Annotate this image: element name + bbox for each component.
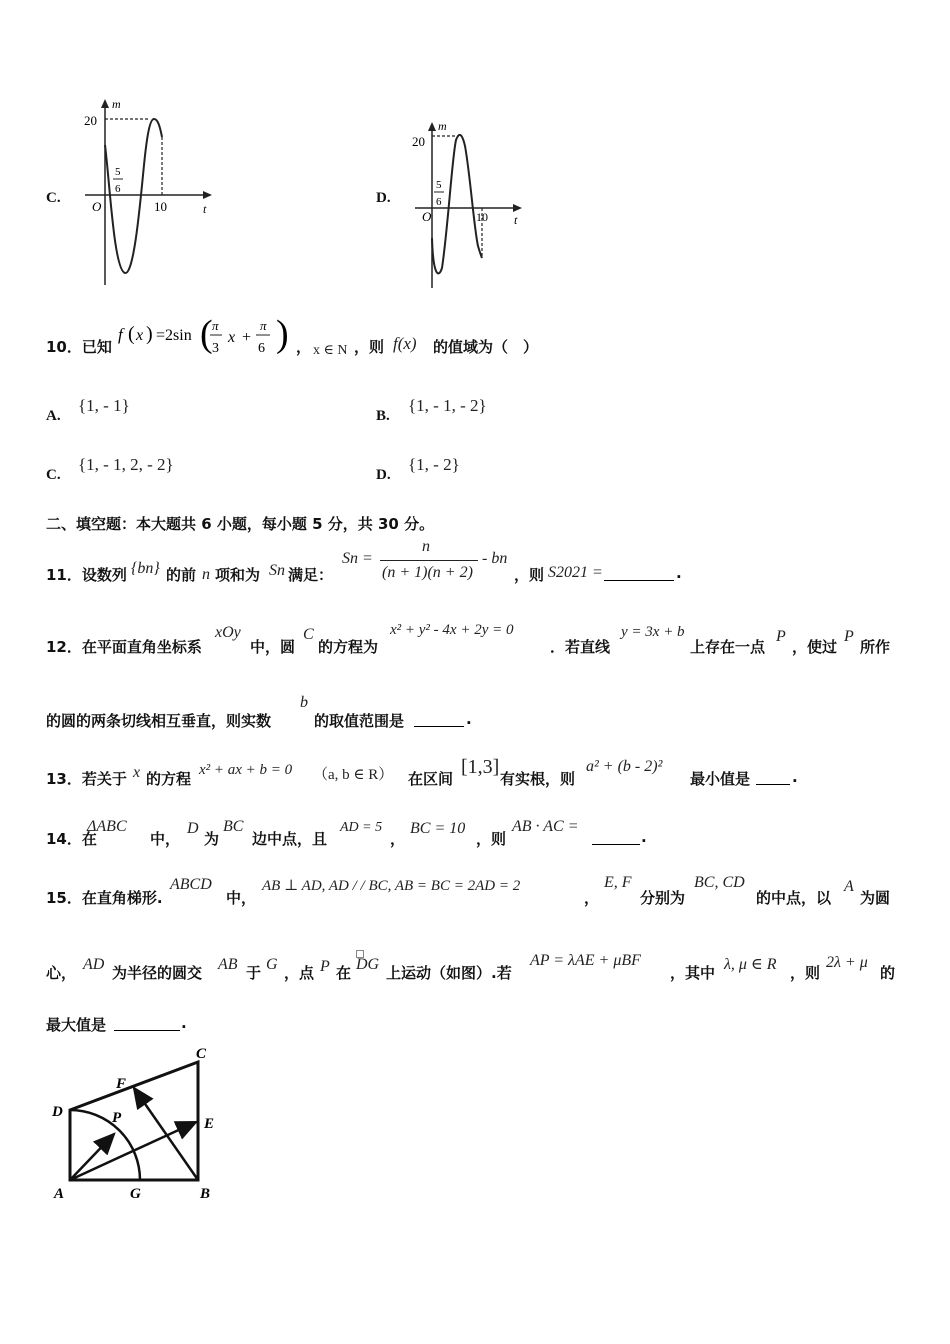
q11-answer-blank[interactable] (604, 566, 674, 581)
q10-option-a-label[interactable]: A. (46, 408, 61, 424)
section-2-heading: 二、填空题：本大题共 6 小题，每小题 5 分，共 30 分。 (46, 515, 435, 533)
q13-c: 在区间 (408, 770, 454, 788)
q11-eq-num: n (422, 538, 430, 555)
q12-p: P (776, 628, 786, 645)
q11-t4: ，则 (514, 566, 545, 584)
q14-tri: ΔABC (87, 818, 127, 835)
graph-c-x-arrow (203, 191, 212, 199)
graph-d-x-tick: 10 (476, 210, 488, 224)
q12-l1c: 的方程为 (318, 638, 379, 656)
q10-domain: x ∈ N (313, 343, 348, 358)
q15-vec: AP = λAE + μBF (530, 952, 641, 969)
q11-t1: 的前 (166, 566, 197, 584)
q15-d: 分别为 (640, 889, 686, 907)
q11-eq-den: (n + 1)(n + 2) (382, 564, 473, 581)
q15-bccd: BC, CD (694, 874, 745, 891)
q11-frac-bar (380, 560, 478, 561)
q10-rparen: ) (276, 313, 289, 355)
q12-l2b: 的取值范围是 (314, 712, 405, 730)
q12-end: . (466, 710, 472, 728)
q12-l1f: ，使过 (792, 638, 838, 656)
q11-sn: Sn (269, 562, 285, 579)
graph-c-curve (105, 119, 162, 273)
q13-b: 的方程 (146, 770, 192, 788)
q15-l2g: ，其中 (670, 964, 716, 982)
q14-a: 14．在 (46, 830, 97, 848)
q15-b: 中， (226, 889, 257, 907)
graph-d-frac-den: 6 (436, 196, 442, 208)
graph-c-label: C. (46, 190, 61, 206)
label-g: G (130, 1186, 141, 1202)
q14-bc: BC (223, 818, 244, 835)
q15-l2a: 心， (46, 964, 77, 982)
q13-x: x (133, 764, 141, 781)
q14-bc2: BC = 10 (410, 820, 466, 837)
graph-d-label: D. (376, 190, 391, 206)
q12-b: b (300, 694, 308, 711)
q15-abcd: ABCD (170, 876, 212, 893)
q12-p2: P (844, 628, 854, 645)
q12-l1a: 12．在平面直角坐标系 (46, 638, 202, 656)
q11-number: 11．设数列 (46, 566, 127, 584)
q10-lparen: ( (200, 313, 213, 355)
q10-paren-close: ) (146, 323, 153, 345)
q10-option-b-label[interactable]: B. (376, 408, 390, 424)
q15-figure (44, 1038, 234, 1208)
q14-ad: AD = 5 (340, 820, 383, 835)
q10-six: 6 (258, 341, 265, 356)
q15-a: 15．在直角梯形. (46, 889, 163, 907)
graph-c-origin: O (92, 199, 102, 214)
graph-d (400, 118, 530, 293)
q11-eq-tail: - bn (482, 550, 508, 567)
label-e: E (204, 1116, 215, 1132)
graph-c-y-tick: 20 (84, 113, 97, 128)
q14-c: 为 (204, 830, 220, 848)
q10-three: 3 (212, 341, 219, 356)
q15-l3: 最大值是 (46, 1016, 107, 1034)
q15-answer-blank[interactable] (114, 1016, 180, 1031)
q10-function (116, 312, 296, 362)
q15-e: 的中点，以 (756, 889, 832, 907)
q15-g: G (266, 956, 278, 973)
q15-end: . (181, 1014, 187, 1032)
vector-ap (70, 1134, 114, 1180)
q15-arc: DG (356, 956, 380, 973)
q10-number: 10．已知 (46, 338, 112, 356)
q12-l1g: 所作 (860, 638, 891, 656)
label-d: D (52, 1104, 63, 1120)
q12-l1e: 上存在一点 (690, 638, 766, 656)
q10-function-text: f (118, 325, 123, 344)
q11-n: n (202, 566, 210, 583)
q12-line: y = 3x + b (621, 624, 685, 640)
q10-option-d-label[interactable]: D. (376, 467, 391, 483)
q15-l2e: 在 (336, 964, 352, 982)
label-b: B (200, 1186, 211, 1202)
graph-d-y-label: m (438, 119, 447, 133)
label-c: C (196, 1046, 207, 1062)
q10-option-a-value[interactable]: {1, - 1} (78, 396, 130, 415)
q13-d: 有实根，则 (500, 770, 576, 788)
trapezoid (70, 1062, 198, 1180)
q15-acenter: A (844, 878, 854, 895)
q11-t2: 项和为 (215, 566, 261, 584)
q13-e: 最小值是 (690, 770, 751, 788)
graph-d-y-tick: 20 (412, 134, 425, 149)
q12-xoy: xOy (215, 624, 241, 641)
q14-answer-blank[interactable] (592, 830, 640, 845)
q15-c: ， (584, 889, 600, 907)
q10-tail-a: ，则 (354, 338, 385, 356)
q10-sep: ， (296, 338, 312, 356)
label-f: F (116, 1076, 127, 1092)
q10-plus: + (242, 329, 252, 346)
q10-option-d-value[interactable]: {1, - 2} (408, 455, 460, 474)
q11-seq: {bn} (131, 560, 160, 577)
q15-l2h: ，则 (790, 964, 821, 982)
q13-answer-blank[interactable] (756, 770, 790, 785)
q13-interval: [1,3] (461, 756, 500, 778)
graph-c-x-label: t (203, 202, 207, 216)
q10-paren: ( (128, 323, 135, 345)
q12-l2a: 的圆的两条切线相互垂直，则实数 (46, 712, 272, 730)
q10-tail-b: 的值域为（ ） (433, 338, 539, 356)
q13-expr: a² + (b - 2)² (586, 758, 663, 775)
q15-l2i: 的 (880, 964, 896, 982)
q12-l1d: ．若直线 (550, 638, 611, 656)
q15-l2f: 上运动（如图）.若 (386, 964, 512, 982)
q11-end: . (676, 564, 682, 582)
q10-option-b-value[interactable]: {1, - 1, - 2} (408, 396, 487, 415)
q10-x: x (136, 327, 144, 344)
q15-ab: AB (218, 956, 238, 973)
q13-eq: x² + ax + b = 0 (199, 762, 293, 778)
q14-b: 中， (150, 830, 181, 848)
q10-eq: =2sin (156, 327, 192, 344)
q14-dot: AB · AC = (512, 818, 579, 835)
q11-t3: 满足： (288, 566, 334, 584)
graph-c-frac-den: 6 (115, 183, 121, 195)
q12-c: C (303, 626, 314, 643)
q13-cond: （a, b ∈ R） (313, 767, 394, 783)
graph-d-x-arrow (513, 204, 522, 212)
q10-func-data: f(x) = 2sin(π/3 x + π/6) (116, 312, 126, 313)
graph-d-frac-num: 5 (436, 179, 442, 191)
q14-e: ， (390, 830, 406, 848)
q15-l2b: 为半径的圆交 (112, 964, 203, 982)
q15-cond: AB ⊥ AD, AD / / BC, AB = BC = 2AD = 2 (262, 878, 521, 894)
q10-fx: f(x) (393, 334, 417, 353)
q14-f: ，则 (476, 830, 507, 848)
q15-p: P (320, 958, 330, 975)
graph-c-x-tick: 10 (154, 199, 167, 214)
q15-lm: λ, μ ∈ R (724, 956, 777, 973)
q15-f: 为圆 (860, 889, 891, 907)
graph-c-y-label: m (112, 97, 121, 111)
q14-dtext: 边中点，且 (252, 830, 328, 848)
label-p: P (112, 1110, 122, 1126)
q15-ad: AD (83, 956, 105, 973)
q12-l1b: 中，圆 (250, 638, 296, 656)
q10-x2: x (228, 329, 236, 346)
q13-end: . (792, 768, 798, 786)
q10-option-c-value[interactable]: {1, - 1, 2, - 2} (78, 455, 174, 474)
q10 (46, 336, 112, 357)
graph-d-origin: O (422, 209, 432, 224)
graph-d-x-label: t (514, 213, 518, 227)
graph-c (70, 95, 220, 290)
vector-bf (134, 1088, 198, 1180)
graph-c-frac-num: 5 (115, 166, 121, 178)
q12-circle: x² + y² - 4x + 2y = 0 (390, 622, 514, 638)
q12-answer-blank[interactable] (414, 712, 464, 727)
q11-eq-lhs: Sn = (342, 550, 373, 567)
q10-pi1: π (212, 318, 219, 333)
label-a: A (54, 1186, 65, 1202)
q15-expr: 2λ + μ (826, 954, 868, 971)
q10-option-c-label[interactable]: C. (46, 467, 61, 483)
q14-d: D (187, 820, 199, 837)
q10-pi2: π (260, 318, 267, 333)
q15-l2c: 于 (246, 964, 262, 982)
q11-target: S2021 = (548, 564, 603, 581)
q15-l2d: ，点 (284, 964, 315, 982)
q15-ef: E, F (604, 874, 632, 891)
q14-end: . (641, 828, 647, 846)
q13-a: 13．若关于 (46, 770, 127, 788)
graph-c-y-arrow (101, 99, 109, 108)
graph-d-y-arrow (428, 122, 436, 131)
